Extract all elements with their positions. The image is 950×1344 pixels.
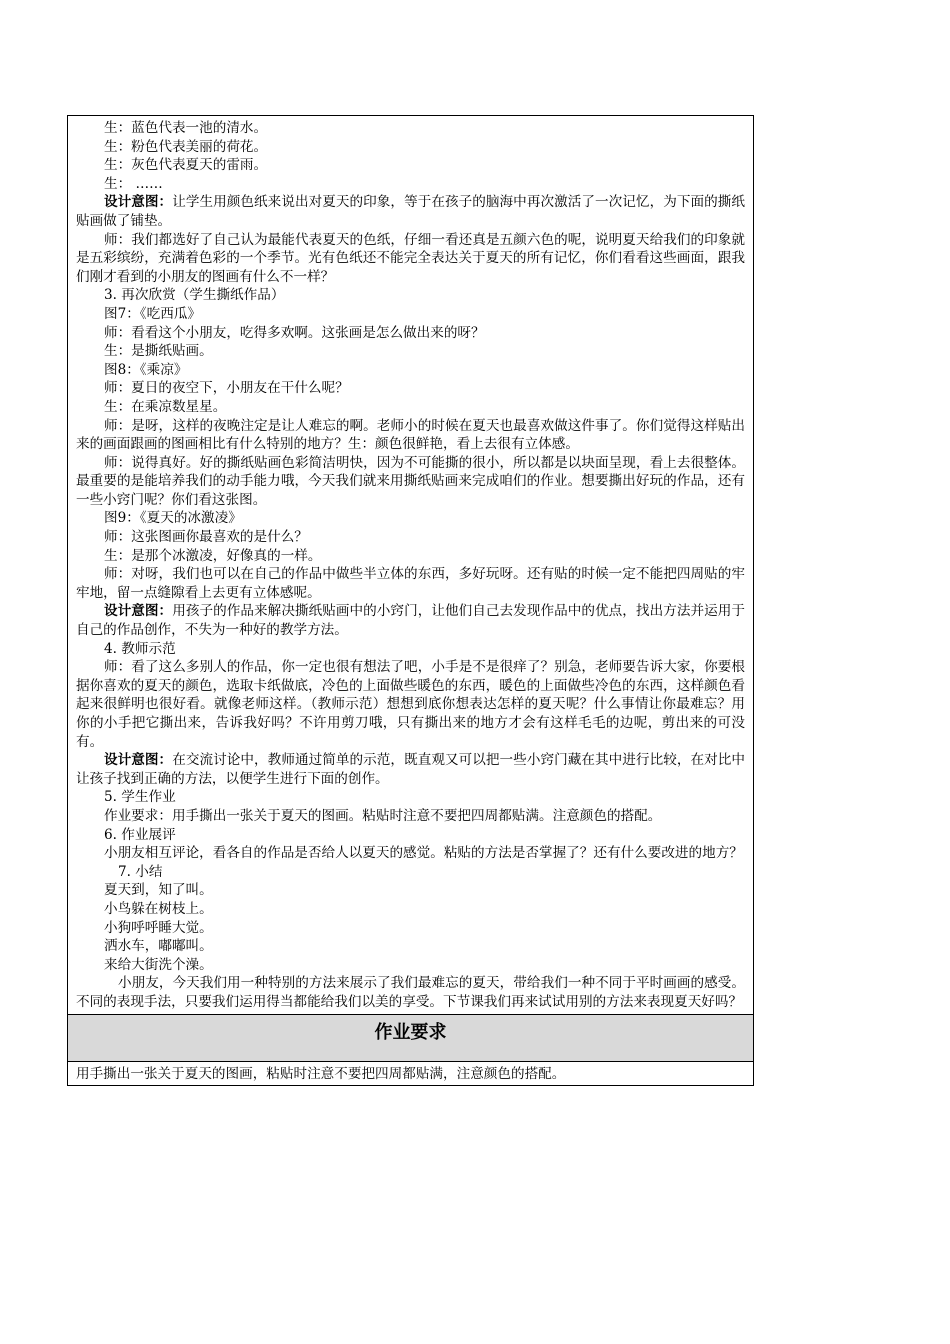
paragraph-text: 让学生用颜色纸来说出对夏天的印象，等于在孩子的脑海中再次激活了一次记忆，为下面的撕纸贴画做了铺垫。: [76, 194, 746, 229]
paragraph: [76, 231, 745, 287]
paragraph-text: 7. 小结: [118, 863, 163, 880]
paragraph: [76, 900, 745, 919]
paragraph: [76, 454, 745, 510]
paragraph: [76, 509, 745, 528]
paragraph: [76, 193, 745, 230]
paragraph-text: 图8：《乘凉》: [104, 361, 188, 378]
paragraph-text: 生：在乘凉数星星。: [104, 398, 227, 415]
paragraph: [76, 305, 745, 324]
paragraph: [76, 937, 745, 956]
paragraph-text: 小鸟躲在树枝上。: [104, 900, 213, 917]
design-intent-label: 设计意图：: [104, 752, 173, 769]
paragraph-text: 师：对呀，我们也可以在自己的作品中做些半立体的东西，多好玩呀。还有贴的时候一定不能把四周贴的牢牢地，留一点缝隙看上去更有立体感呢。: [76, 566, 745, 601]
paragraph: [76, 547, 745, 566]
homework-heading: 作业要求: [374, 1021, 447, 1043]
paragraph: [76, 417, 745, 454]
paragraph-text: 5. 学生作业: [104, 789, 176, 806]
paragraph: [76, 361, 745, 380]
homework-text: 用手撕出一张关于夏天的图画，粘贴时注意不要把四周都贴满，注意颜色的搭配。: [76, 1065, 566, 1082]
paragraph-text: 6. 作业展评: [104, 826, 176, 843]
paragraph-text: 师：看看这个小朋友，吃得多欢啊。这张画是怎么做出来的呀？: [104, 324, 485, 341]
paragraph-text: 小朋友相互评论，看各自的作品是否给人以夏天的感觉。粘贴的方法是否掌握了？还有什么要改进的地方？: [104, 845, 743, 862]
paragraph-text: 图9：《夏天的冰激凌》: [104, 510, 242, 527]
paragraph-text: 师：看了这么多别人的作品，你一定也很有想法了吧，小手是不是很痒了？别急，老师要告诉大家，你要根据你喜欢的夏天的颜色，选取卡纸做底，冷色的上面做些暖色的东西，暖色的上面做些冷色的东西，这样颜色看起来很鲜明也很好看。就像老师这样。（教师示范）想想到底你想表达怎样的夏天呢？什么事情让你最难忘？用你的小手把它撕出来，告诉我好吗？不许用剪刀哦，只有撕出来的地方才会有这样毛毛的边呢，剪出来的可没有。: [76, 659, 745, 750]
paragraph: [76, 658, 745, 751]
lesson-content: [68, 116, 753, 1014]
paragraph: [76, 788, 745, 807]
paragraph: [76, 826, 745, 845]
paragraph: [76, 565, 745, 602]
paragraph-text: 师：我们都选好了自己认为最能代表夏天的色纸，仔细一看还真是五颜六色的呢，说明夏天给我们的印象就是五彩缤纷，充满着色彩的一个季节。光有色纸还不能完全表达关于夏天的所有记忆，你们看看这些画面，跟我们刚才看到的小朋友的图画有什么不一样？: [76, 231, 745, 285]
paragraph-text: 作业要求：用手撕出一张关于夏天的图画。粘贴时注意不要把四周都贴满。注意颜色的搭配。: [104, 807, 662, 824]
design-intent-label: 设计意图：: [104, 194, 173, 211]
paragraph: [76, 640, 745, 659]
paragraph-text: 图7：《吃西瓜》: [104, 305, 202, 322]
paragraph: [76, 138, 745, 157]
paragraph: [76, 602, 745, 639]
homework-heading-row: [68, 1014, 753, 1062]
paragraph: [76, 528, 745, 547]
paragraph: [76, 919, 745, 938]
paragraph-text: 师：夏日的夜空下，小朋友在干什么呢？: [104, 380, 349, 397]
paragraph: [76, 156, 745, 175]
paragraph-text: 师：这张图画你最喜欢的是什么？: [104, 529, 308, 546]
paragraph-text: 生：粉色代表美丽的荷花。: [104, 138, 268, 155]
paragraph: [76, 956, 745, 975]
paragraph: [76, 286, 745, 305]
paragraph: [76, 881, 745, 900]
paragraph: [76, 379, 745, 398]
paragraph-text: 小狗呼呼睡大觉。: [104, 919, 213, 936]
paragraph: [76, 844, 745, 863]
paragraph-text: 夏天到，知了叫。: [104, 882, 213, 899]
paragraph: [76, 807, 745, 826]
paragraph: [76, 974, 745, 1011]
design-intent-label: 设计意图：: [104, 603, 173, 620]
paragraph-text: 生：是撕纸贴画。: [104, 343, 213, 360]
paragraph-text: 洒水车，嘟嘟叫。: [104, 938, 213, 955]
paragraph-text: 生： ……: [104, 175, 163, 192]
paragraph: [76, 119, 745, 138]
paragraph-text: 小朋友，今天我们用一种特别的方法来展示了我们最难忘的夏天，带给我们一种不同于平时画画的感受。不同的表现手法，只要我们运用得当都能给我们以美的享受。下节课我们再来试试用别的方法来表现夏天好吗？: [76, 975, 745, 1010]
paragraph: [76, 342, 745, 361]
paragraph: [76, 863, 745, 882]
paragraph-text: 师：说得真好。好的撕纸贴画色彩简洁明快，因为不可能撕的很小，所以都是以块面呈现，看上去很整体。最重要的是能培养我们的动手能力哦，今天我们就来用撕纸贴画来完成咱们的作业。想要撕出好玩的作品，还有一些小窍门呢？你们看这张图。: [76, 454, 745, 508]
paragraph-text: 用孩子的作品来解决撕纸贴画中的小窍门，让他们自己去发现作品中的优点，找出方法并运用于自己的作品创作，不失为一种好的教学方法。: [76, 603, 746, 639]
paragraph: [76, 175, 745, 194]
paragraph-text: 生：蓝色代表一池的清水。: [104, 120, 268, 136]
homework-text-cell: [68, 1062, 753, 1085]
paragraph: [76, 751, 745, 788]
paragraph-text: 生：灰色代表夏天的雷雨。: [104, 157, 268, 174]
paragraph-text: 师：是呀，这样的夜晚注定是让人难忘的啊。老师小的时候在夏天也最喜欢做这件事了。你们觉得这样贴出来的画面跟画的图画相比有什么特别的地方？生：颜色很鲜艳，看上去很有立体感。: [76, 417, 745, 453]
paragraph-text: 生：是那个冰激凌，好像真的一样。: [104, 547, 322, 564]
paragraph: [76, 324, 745, 343]
lesson-plan-table: [67, 115, 754, 1086]
paragraph-text: 在交流讨论中，教师通过简单的示范，既直观又可以把一些小窍门藏在其中进行比较，在对比中让孩子找到正确的方法，以便学生进行下面的创作。: [76, 752, 746, 787]
paragraph-text: 来给大街洗个澡。: [104, 956, 213, 973]
paragraph-text: 3. 再次欣赏（学生撕纸作品）: [104, 287, 285, 304]
paragraph: [76, 398, 745, 417]
paragraph-text: 4. 教师示范: [104, 640, 176, 657]
